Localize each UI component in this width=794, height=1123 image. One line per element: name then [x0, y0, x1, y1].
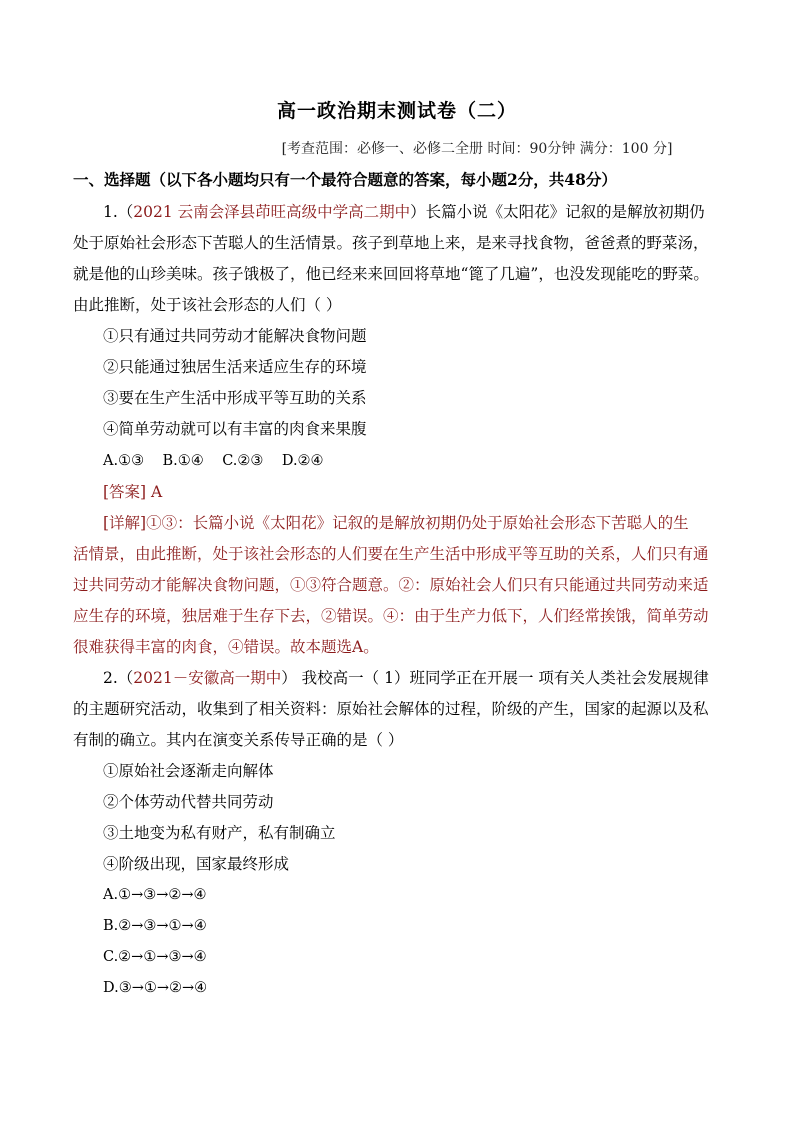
q2-stem-line-3: 有制的确立。其内在演变关系传导正确的是（ ） [73, 731, 404, 749]
page-title: 高一政治期末测试卷（二） [276, 100, 517, 122]
q1-stem-line-4: 由此推断，处于该社会形态的人们（ ） [73, 296, 342, 314]
q2-choice-a: A.①→③→②→④ [103, 887, 207, 903]
q1-stem-line-2: 处于原始社会形态下苦聪人的生活情景。孩子到草地上来，是来寻找食物，爸爸煮的野菜汤， [73, 234, 709, 252]
q1-stem-text: ）长篇小说《太阳花》记叙的是解放初期仍 [410, 203, 705, 221]
q1-item-2: ②只能通过独居生活来适应生存的环境 [103, 358, 367, 376]
q2-number: 2.（ [103, 669, 134, 687]
q1-stem-line-1 [103, 201, 755, 223]
q1-item-1: ①只有通过共同劳动才能解决食物问题 [103, 327, 367, 345]
q2-stem-line-1 [103, 667, 755, 689]
q1-item-3: ③要在生产生活中形成平等互助的关系 [103, 389, 367, 407]
section-heading: 一、选择题（以下各小题均只有一个最符合题意的答案，每小题2分，共48分） [73, 170, 617, 189]
q2-item-3: ③土地变为私有财产，私有制确立 [103, 824, 336, 842]
q2-item-4: ④阶级出现，国家最终形成 [103, 855, 290, 873]
q2-item-2: ②个体劳动代替共同劳动 [103, 793, 274, 811]
q2-source: 2021－安徽高一期中 [133, 669, 282, 687]
q2-choice-d: D.③→①→②→④ [103, 980, 208, 996]
q2-stem-line-2: 的主题研究活动，收集到了相关资料：原始社会解体的过程，阶级的产生，国家的起源以及私 [73, 700, 709, 718]
q1-detail-line-3: 过共同劳动才能解决食物问题，①③符合题意。②：原始社会人们只有只能通过共同劳动来适 [73, 576, 709, 594]
q1-detail-line-1: [详解]①③：长篇小说《太阳花》记叙的是解放初期仍处于原始社会形态下苦聪人的生 [103, 514, 689, 532]
q1-answer: [答案] A [103, 483, 163, 501]
q2-choice-b: B.②→③→①→④ [103, 918, 207, 934]
q1-stem-line-3: 就是他的山珍美味。孩子饿极了，他已经来来回回将草地“篦了几遍”，也没发现能吃的野菜。 [73, 265, 709, 283]
q2-item-1: ①原始社会逐渐走向解体 [103, 762, 274, 780]
q1-detail-line-4: 应生存的环境，独居难于生存下去，②错误。④：由于生产力低下，人们经常挨饿，简单劳动 [73, 607, 709, 625]
q1-choices: A.①③ B.①④ C.②③ D.②④ [103, 453, 324, 469]
q1-source: 2021 云南会泽县茚旺高级中学高二期中 [133, 203, 411, 221]
exam-scope: [考查范围：必修一、必修二全册 时间：90分钟 满分：100 分] [281, 141, 673, 157]
q1-number: 1.（ [103, 203, 134, 221]
q1-detail-line-2: 活情景，由此推断，处于该社会形态的人们要在生产生活中形成平等互助的关系，人们只有通 [73, 545, 709, 563]
q1-item-4: ④简单劳动就可以有丰富的肉食来果腹 [103, 420, 367, 438]
q2-stem-text: ） 我校高一（ 1）班同学正在开展一 项有关人类社会发展规律 [281, 669, 709, 687]
q1-detail-line-5: 很难获得丰富的肉食，④错误。故本题选A。 [73, 638, 379, 656]
q2-choice-c: C.②→①→③→④ [103, 949, 207, 965]
